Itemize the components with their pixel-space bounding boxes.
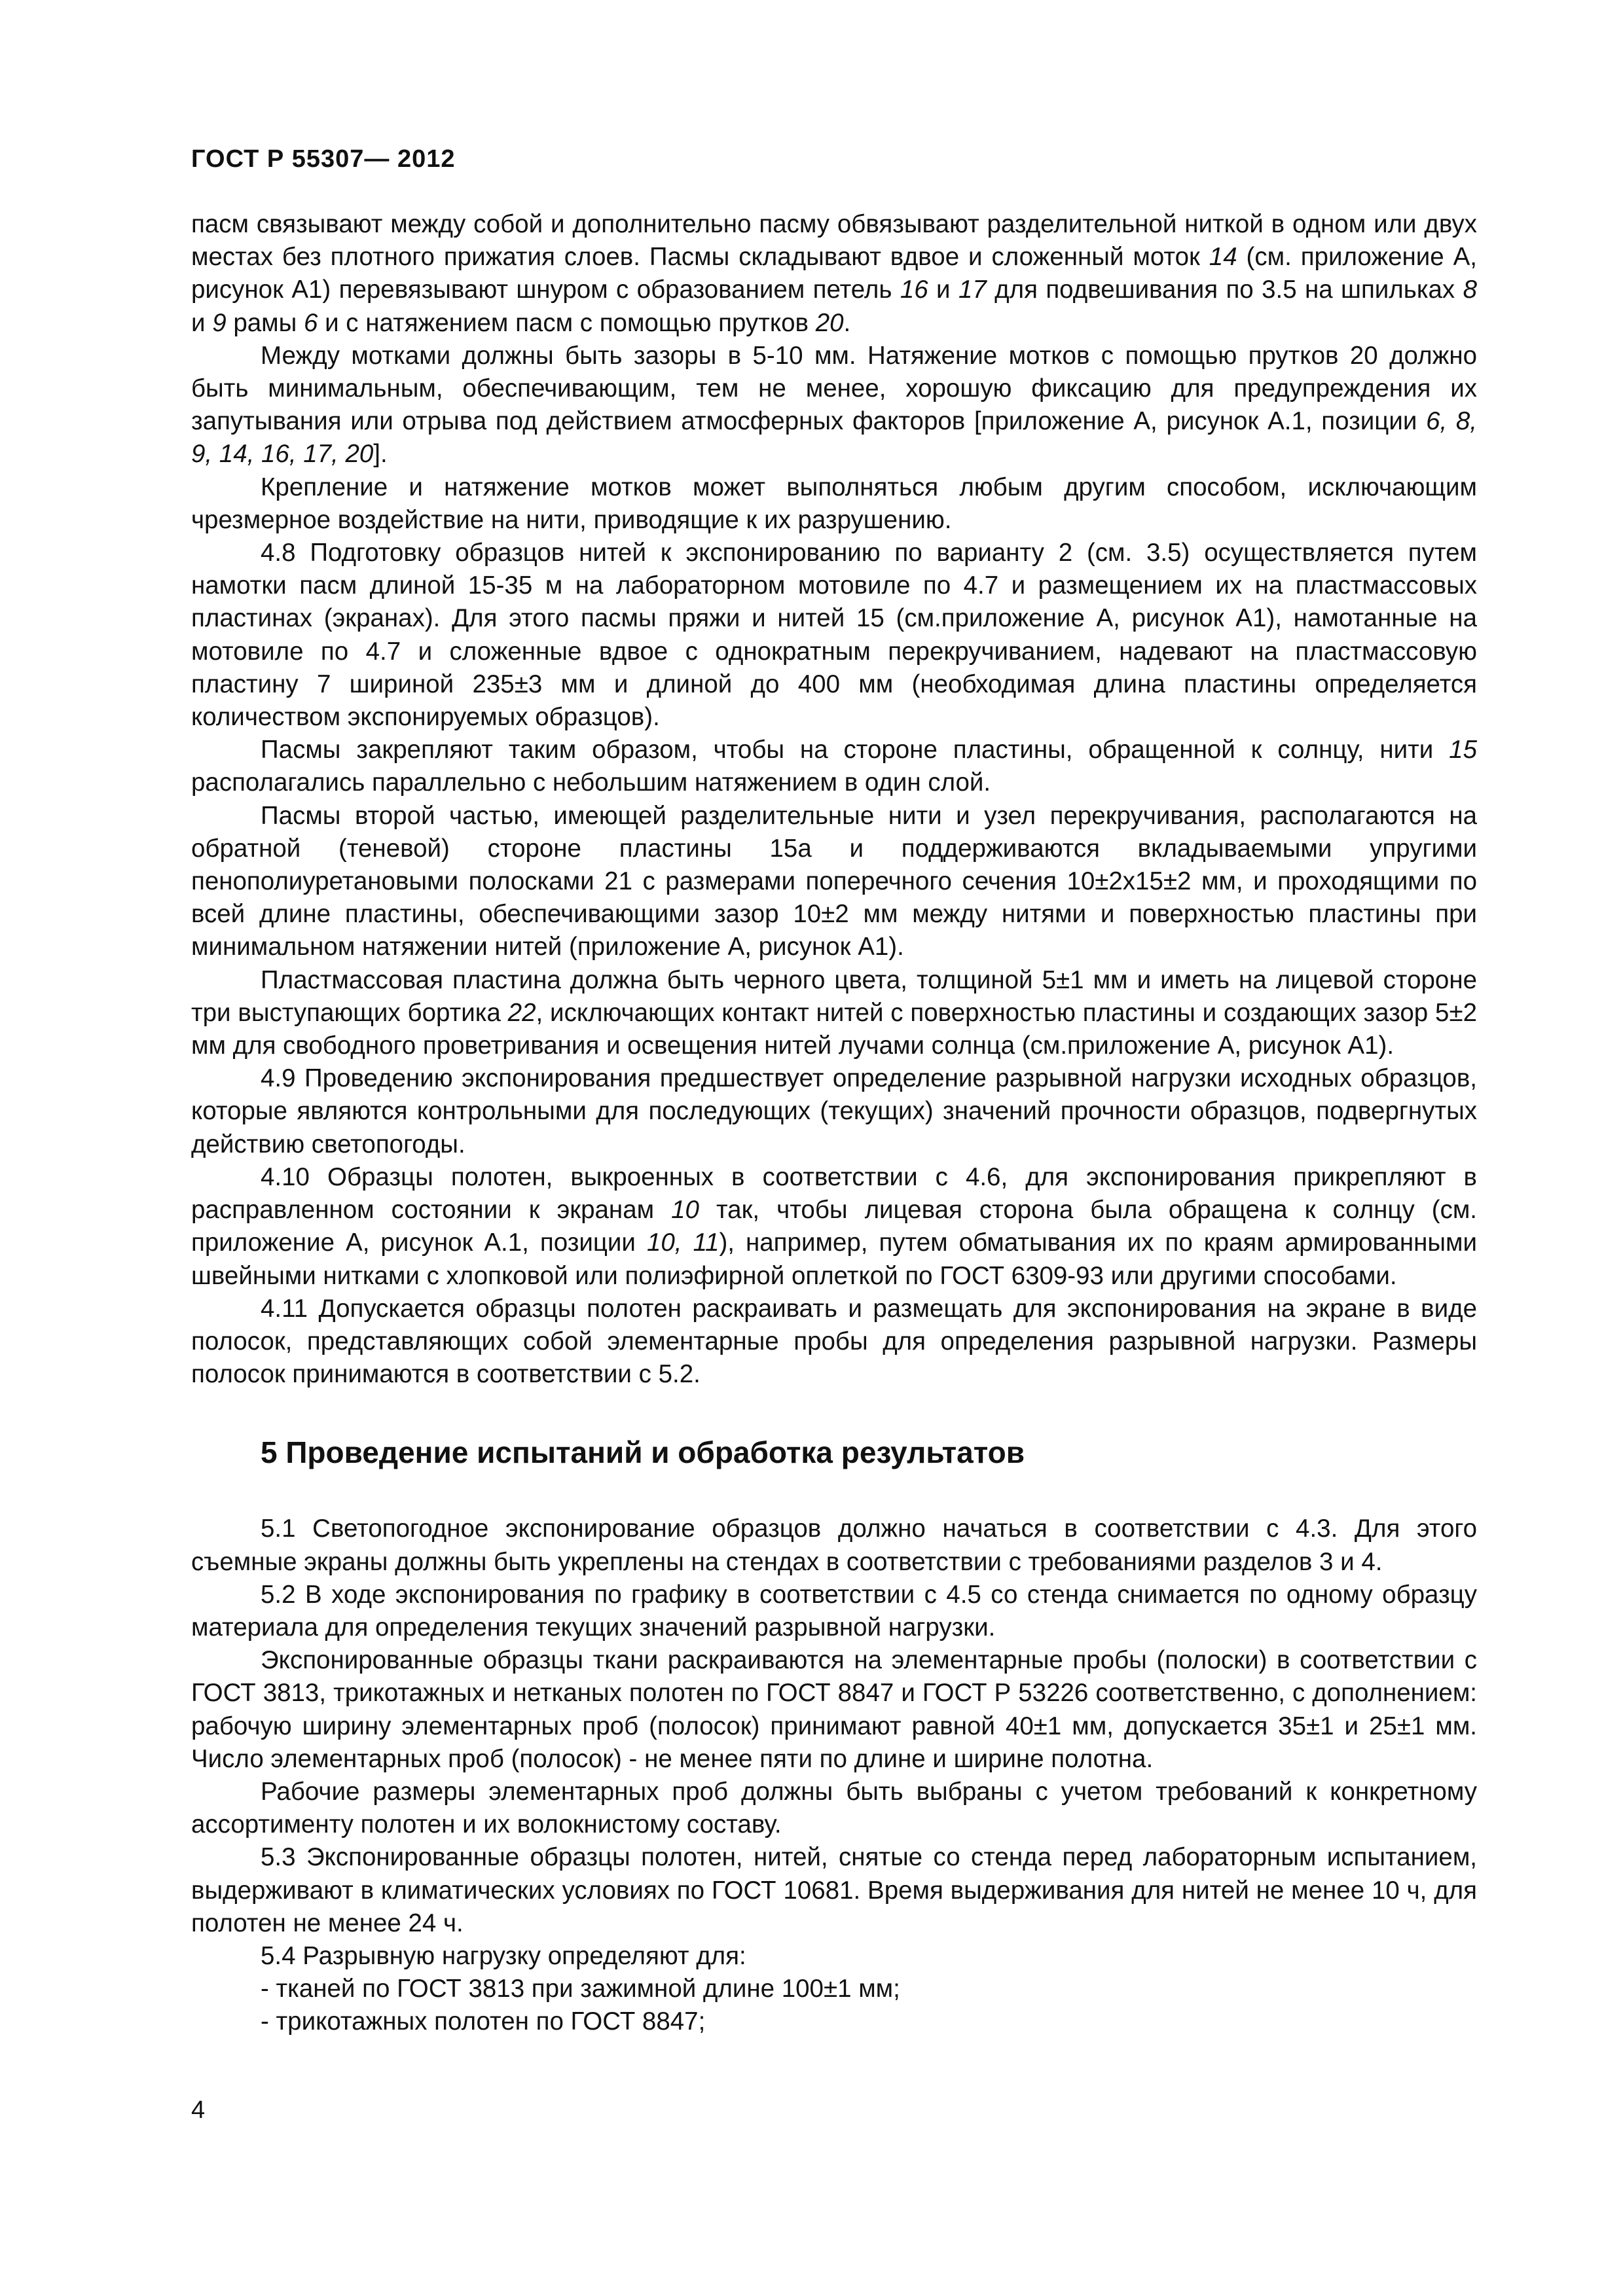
clause-5-2: 5.2 В ходе экспонирования по графику в соответствии с 4.5 со стенда снимается по одному образцу материала для определения текущих значений разрывной нагрузки. xyxy=(191,1580,1477,1641)
list-item: - трикотажных полотен по ГОСТ 8847; xyxy=(261,2007,706,2036)
paragraph: Пасмы закрепляют таким образом, чтобы на стороне пластины, обращенной к солнцу, нити 15 располагались параллельно с небольшим натяжением в один слой. xyxy=(191,736,1477,797)
clause-4-10: 4.10 Образцы полотен, выкроенных в соответствии с 4.6, для экспонирования прикрепляют в расправленном состоянии к экранам 10 так, чтобы лицевая сторона была обращена к солнцу (см. приложение А, рисунок А.1, позиции 10, 11), например, путем обматывания их по краям армированными швейными нитками с хлопковой или полиэфирной оплеткой по ГОСТ 6309-93 или другими способами. xyxy=(191,1162,1477,1290)
paragraph: Пластмассовая пластина должна быть черного цвета, толщиной 5±1 мм и иметь на лицевой стороне три выступающих бортика 22, исключающих контакт нитей с поверхностью пластины и создающих зазор 5±2 мм для свободного проветривания и освещения нитей лучами солнца (см.приложение А, рисунок А1). xyxy=(191,965,1477,1060)
clause-5-1: 5.1 Светопогодное экспонирование образцов должно начаться в соответствии с 4.3. Для этого съемные экраны должны быть укреплены на стендах в соответствии с требованиями разделов 3 и 4. xyxy=(191,1515,1477,1576)
paragraph: Пасмы второй частью, имеющей разделительные нити и узел перекручивания, располагаются на обратной (теневой) стороне пластины 15а и поддерживаются вкладываемыми упругими пенополиуретановыми полосками 21 с размерами поперечного сечения 10±2х15±2 мм, и проходящими по всей длине пластины, обеспечивающими зазор 10±2 мм между нитями и поверхностью пластины при минимальном натяжении нитей (приложение А, рисунок А1). xyxy=(191,801,1477,961)
paragraph: Между мотками должны быть зазоры в 5-10 мм. Натяжение мотков с помощью прутков 20 должно быть минимальным, обеспечивающим, тем не менее, хорошую фиксацию для предупреждения их запутывания или отрыва под действием атмосферных факторов [приложение А, рисунок А.1, позиции 6, 8, 9, 14, 16, 17, 20]. xyxy=(191,341,1477,469)
section-title: 5 Проведение испытаний и обработка результатов xyxy=(261,1435,1025,1470)
clause-4-9: 4.9 Проведению экспонирования предшествует определение разрывной нагрузки исходных образцов, которые являются контрольными для последующих (текущих) значений прочности образцов, подвергнутых действию светопогоды. xyxy=(191,1064,1477,1158)
document-header: ГОСТ Р 55307— 2012 xyxy=(191,145,456,173)
paragraph: пасм связывают между собой и дополнительно пасму обвязывают разделительной ниткой в одном или двух местах без плотного прижатия слоев. Пасмы складывают вдвое и сложенный моток 14 (см. приложение А, рисунок А1) перевязывают шнуром с образованием петель 16 и 17 для подвешивания по 3.5 на шпильках 8 и 9 рамы 6 и с натяжением пасм с помощью прутков 20. xyxy=(191,210,1477,337)
paragraph: Рабочие размеры элементарных проб должны быть выбраны с учетом требований к конкретному ассортименту полотен и их волокнистому составу. xyxy=(191,1777,1477,1839)
paragraph: Экспонированные образцы ткани раскраиваются на элементарные пробы (полоски) в соответствии с ГОСТ 3813, трикотажных и нетканых полотен по ГОСТ 8847 и ГОСТ Р 53226 соответственно, с дополнением: рабочую ширину элементарных проб (полосок) принимают равной 40±1 мм, допускается 35±1 и 25±1 мм. Число элементарных проб (полосок) - не менее пяти по длине и ширине полотна. xyxy=(191,1646,1477,1773)
clause-4-11: 4.11 Допускается образцы полотен раскраивать и размещать для экспонирования на экране в виде полосок, представляющих собой элементарные пробы для определения разрывной нагрузки. Размеры полосок принимаются в соответствии с 5.2. xyxy=(191,1294,1477,1389)
page-number: 4 xyxy=(191,2096,206,2124)
clause-4-8: 4.8 Подготовку образцов нитей к экспонированию по варианту 2 (см. 3.5) осуществляется путем намотки пасм длиной 15-35 м на лабораторном мотовиле по 4.7 и размещением их на пластмассовых пластинах (экранах). Для этого пасмы пряжи и нитей 15 (см.приложение А, рисунок А1), намотанные на мотовиле по 4.7 и сложенные вдвое с однократным перекручиванием, надевают на пластмассовую пластину 7 шириной 235±3 мм и длиной до 400 мм (необходимая длина пластины определяется количеством экспонируемых образцов). xyxy=(191,539,1477,732)
paragraph: Крепление и натяжение мотков может выполняться любым другим способом, исключающим чрезмерное воздействие на нити, приводящие к их разрушению. xyxy=(191,473,1477,534)
clause-5-4: 5.4 Разрывную нагрузку определяют для: xyxy=(261,1941,746,1970)
document-body xyxy=(191,208,1477,2039)
list-item: - тканей по ГОСТ 3813 при зажимной длине 100±1 мм; xyxy=(261,1975,900,2003)
clause-5-3: 5.3 Экспонированные образцы полотен, нитей, снятые со стенда перед лабораторным испытанием, выдерживают в климатических условиях по ГОСТ 10681. Время выдерживания для нитей не менее 10 ч, для полотен не менее 24 ч. xyxy=(191,1843,1477,1937)
